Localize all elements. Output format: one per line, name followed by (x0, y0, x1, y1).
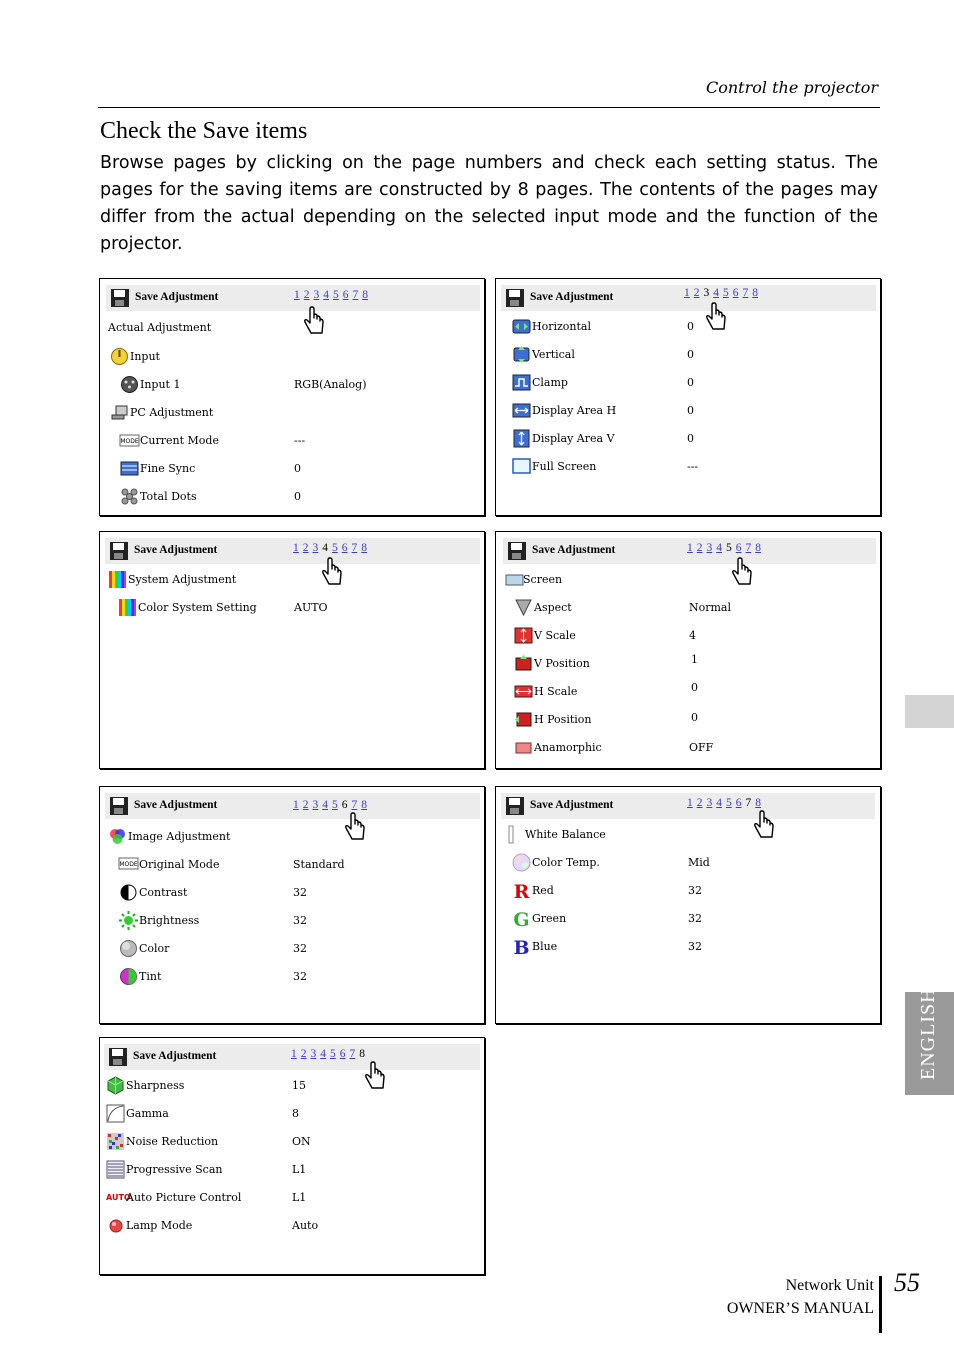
page-link-1[interactable]: 1 (687, 542, 693, 554)
page-link-7[interactable]: 7 (352, 289, 359, 301)
red-icon (512, 881, 531, 903)
page-link-7[interactable]: 7 (745, 542, 752, 554)
language-label: ENGLISH (917, 987, 939, 1080)
green-icon (512, 909, 531, 931)
connector-icon (120, 375, 139, 394)
page-link-8[interactable]: 8 (362, 289, 368, 301)
lamp-icon (106, 1216, 125, 1235)
page-link-2[interactable]: 2 (302, 542, 309, 554)
page-link-3[interactable]: 3 (312, 799, 319, 811)
save-adjustment-panel-page-1: Save Adjustment 1 2 3 4 5 6 7 8 Actual Adjustment Input Input 1 RGB(Analog) PC Adjustment MODE Current Mode --- Fine Sync 0 Total Dots 0 (99, 278, 485, 516)
page-current-8: 8 (359, 1048, 365, 1060)
page-link-5[interactable]: 5 (330, 1048, 336, 1060)
panel-header (501, 793, 875, 819)
hand-cursor-icon (320, 558, 344, 588)
tint-icon (119, 967, 138, 986)
page-link-4[interactable]: 4 (716, 797, 722, 809)
side-thumb-tab (905, 695, 954, 728)
page-link-2[interactable]: 2 (696, 542, 703, 554)
page-link-6[interactable]: 6 (341, 542, 348, 554)
page-link-1[interactable]: 1 (294, 289, 300, 301)
hand-cursor-icon (730, 558, 754, 588)
page-link-5[interactable]: 5 (333, 289, 339, 301)
page-link-3[interactable]: 3 (310, 1048, 317, 1060)
page-link-3[interactable]: 3 (706, 542, 713, 554)
page-link-4[interactable]: 4 (322, 799, 328, 811)
floppy-disk-icon (110, 288, 130, 308)
page-link-2[interactable]: 2 (300, 1048, 307, 1060)
hand-cursor-icon (752, 811, 776, 841)
panel-title: Save Adjustment (530, 799, 614, 811)
gamma-icon (106, 1104, 125, 1123)
panel-header (503, 538, 876, 564)
page-current-6: 6 (341, 799, 348, 811)
svg-text:MODE: MODE (120, 438, 139, 445)
floppy-disk-icon (108, 1047, 128, 1067)
page-link-4[interactable]: 4 (320, 1048, 326, 1060)
page-link-6[interactable]: 6 (735, 797, 742, 809)
mode-icon (120, 431, 139, 450)
svg-text:MODE: MODE (119, 861, 138, 868)
image-adjustment-icon (108, 827, 127, 846)
svg-text:AUTO: AUTO (106, 1193, 131, 1202)
page-nav (687, 797, 765, 809)
page-link-1[interactable]: 1 (291, 1048, 297, 1060)
hand-cursor-icon (343, 813, 367, 843)
page-nav (294, 289, 372, 301)
page-nav (687, 542, 765, 554)
mode-icon (119, 855, 138, 874)
floppy-disk-icon (505, 288, 525, 308)
hand-cursor-icon (704, 303, 728, 333)
display-area-v-icon (512, 429, 531, 448)
fine-sync-icon (120, 459, 139, 478)
page-link-6[interactable]: 6 (342, 289, 349, 301)
panel-header (105, 793, 480, 819)
page-link-2[interactable]: 2 (696, 797, 703, 809)
hand-cursor-icon (302, 307, 326, 337)
page-link-1[interactable]: 1 (687, 797, 693, 809)
page-link-6[interactable]: 6 (339, 1048, 346, 1060)
page-link-1[interactable]: 1 (684, 287, 690, 299)
page-number: 55 (894, 1268, 920, 1297)
page-link-2[interactable]: 2 (302, 799, 309, 811)
page-link-8[interactable]: 8 (755, 542, 761, 554)
display-area-h-icon (512, 401, 531, 420)
page-link-4[interactable]: 4 (716, 542, 722, 554)
panel-title: Save Adjustment (135, 291, 219, 303)
anamorphic-icon (514, 738, 533, 757)
panel-title: Save Adjustment (134, 799, 218, 811)
aspect-icon (514, 598, 533, 617)
page-link-5[interactable]: 5 (723, 287, 729, 299)
page-current-4: 4 (322, 542, 328, 554)
floppy-disk-icon (109, 796, 129, 816)
save-adjustment-panel-page-6: Save Adjustment 1 2 3 4 5 6 7 8 Image Adjustment MODE Original Mode Standard Contrast 32 Brightness 32 Color 32 Tint 32 (99, 786, 485, 1024)
page-link-2[interactable]: 2 (303, 289, 310, 301)
color-bars-icon (118, 598, 137, 617)
intro-paragraph: Browse pages by clicking on the page numbers and check each setting status. The pages for the saving items are constructed by 8 pages. The contents of the pages may differ from the actual depending on the selected input mode and the function of the projector. (100, 153, 878, 254)
page-link-8[interactable]: 8 (361, 799, 367, 811)
panel-header (104, 1044, 480, 1070)
vertical-icon (512, 345, 531, 364)
page-link-5[interactable]: 5 (332, 799, 338, 811)
page-nav (291, 1048, 369, 1060)
section-header: Control the projector (705, 78, 878, 97)
panel-header (105, 538, 480, 564)
page-link-5[interactable]: 5 (726, 797, 732, 809)
pc-adjustment-icon (110, 403, 129, 422)
svg-text:B: B (513, 937, 530, 959)
page-link-3[interactable]: 3 (312, 542, 319, 554)
hand-cursor-icon (363, 1062, 387, 1092)
page-current-7: 7 (745, 797, 752, 809)
footer-line-1: Network Unit (785, 1277, 874, 1294)
page-nav (293, 542, 371, 554)
page-current-3: 3 (703, 287, 710, 299)
save-adjustment-panel-page-4: Save Adjustment 1 2 3 4 5 6 7 8 System Adjustment Color System Setting AUTO (99, 531, 485, 769)
page-link-5[interactable]: 5 (332, 542, 338, 554)
svg-text:R: R (513, 881, 530, 903)
page-link-8[interactable]: 8 (361, 542, 367, 554)
save-adjustment-panel-page-5: Save Adjustment 1 2 3 4 5 6 7 8 Screen Aspect Normal V Scale 4 V Position 1 H Scale 0 H Position 0 Anamorphic OFF (495, 531, 881, 769)
save-adjustment-panel-page-7: Save Adjustment 1 2 3 4 5 6 7 8 White Balance Color Temp. Mid R Red 32 G Green 32 B Blue 32 (495, 786, 881, 1024)
panel-header (106, 285, 480, 311)
white-balance-icon (505, 825, 524, 844)
floppy-disk-icon (507, 541, 527, 561)
screen-icon (505, 570, 524, 589)
color-bars-icon (108, 570, 127, 589)
page-nav (293, 799, 371, 811)
panel-title: Save Adjustment (133, 1050, 217, 1062)
v-scale-icon (514, 626, 533, 645)
section-label: Actual Adjustment (108, 321, 212, 334)
blue-icon (512, 937, 531, 959)
footer-rule (879, 1276, 882, 1333)
page-link-7[interactable]: 7 (742, 287, 749, 299)
header-rule (98, 107, 880, 108)
page-link-1[interactable]: 1 (293, 542, 299, 554)
panel-title: Save Adjustment (530, 291, 614, 303)
h-scale-icon (514, 682, 533, 701)
page-link-8[interactable]: 8 (752, 287, 758, 299)
noise-reduction-icon (106, 1132, 125, 1151)
power-icon (110, 347, 129, 366)
page-link-3[interactable]: 3 (706, 797, 713, 809)
panel-title: Save Adjustment (134, 544, 218, 556)
panel-title: Save Adjustment (532, 544, 616, 556)
contrast-icon (119, 883, 138, 902)
floppy-disk-icon (505, 796, 525, 816)
save-adjustment-panel-page-3: Save Adjustment 1 2 3 4 5 6 7 8 Horizontal 0 Vertical 0 Clamp 0 Display Area H 0 Display Area V 0 Full Screen --- (495, 278, 881, 516)
page-title: Check the Save items (100, 118, 308, 144)
page-link-1[interactable]: 1 (293, 799, 299, 811)
sharpness-icon (106, 1076, 125, 1095)
progressive-scan-icon (106, 1160, 125, 1179)
language-tab (905, 987, 954, 1095)
page-link-7[interactable]: 7 (349, 1048, 356, 1060)
footer-line-2: OWNER’S MANUAL (726, 1300, 874, 1317)
page-link-2[interactable]: 2 (693, 287, 700, 299)
brightness-icon (119, 911, 138, 930)
color-temp-icon (512, 853, 531, 872)
total-dots-icon (120, 487, 139, 506)
floppy-disk-icon (109, 541, 129, 561)
full-screen-icon (512, 457, 531, 476)
page-link-6[interactable]: 6 (732, 287, 739, 299)
v-position-icon (514, 654, 533, 673)
page-link-4[interactable]: 4 (713, 287, 719, 299)
page-link-8[interactable]: 8 (755, 797, 761, 809)
page-link-3[interactable]: 3 (313, 289, 320, 301)
horizontal-icon (512, 317, 531, 336)
svg-text:G: G (513, 909, 530, 931)
clamp-icon (512, 373, 531, 392)
h-position-icon (514, 710, 533, 729)
save-adjustment-panel-page-8: Save Adjustment 1 2 3 4 5 6 7 8 Sharpness 15 Gamma 8 Noise Reduction ON Progressive Scan L1 AUTO Auto Picture Control L1 Lamp Mode Auto (99, 1037, 485, 1275)
page-nav (684, 287, 762, 299)
page-link-4[interactable]: 4 (323, 289, 329, 301)
page-current-5: 5 (726, 542, 732, 554)
page-link-7[interactable]: 7 (351, 542, 358, 554)
page-link-6[interactable]: 6 (735, 542, 742, 554)
panel-header (501, 285, 876, 311)
page-link-7[interactable]: 7 (351, 799, 358, 811)
color-icon (119, 939, 138, 958)
auto-icon (106, 1188, 131, 1207)
